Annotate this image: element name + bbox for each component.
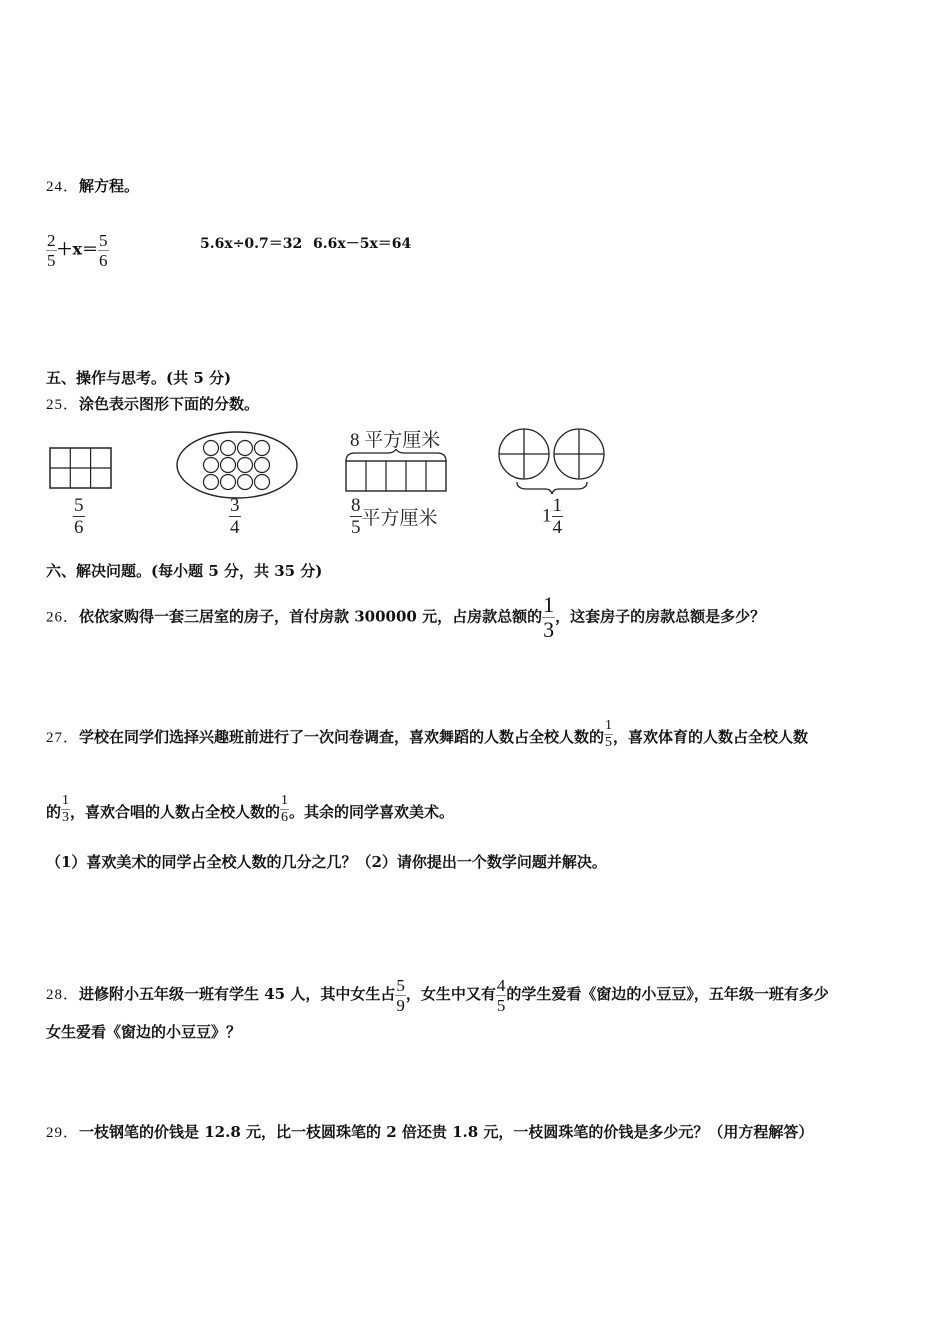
q25-title: 涂色表示图形下面的分数。	[79, 395, 260, 413]
q27-line-2	[46, 792, 454, 832]
q28-text-b: ，女生中又有	[405, 985, 496, 1003]
fig2-frac	[229, 496, 241, 537]
fraction-denominator: 3	[543, 617, 555, 642]
q27-text-a: 学校在同学们选择兴趣班前进行了一次问卷调查，喜欢舞蹈的人数占全校人数的	[79, 728, 605, 746]
fig3-fraction	[350, 496, 438, 537]
fraction-denominator: 6	[281, 810, 289, 825]
fraction-denominator: 5	[605, 735, 613, 750]
q26-text-a: 依依家购得一套三居室的房子，首付房款 300000 元，占房款总额的	[79, 607, 543, 626]
q24-eq1-fraction-right	[98, 232, 109, 269]
q24-eq1-middle: ＋x＝	[56, 239, 99, 259]
q29-text	[46, 1122, 813, 1143]
fig4-mixed-number	[542, 496, 563, 537]
fraction-denominator: 5	[47, 251, 56, 270]
fraction-denominator: 4	[552, 517, 562, 538]
fraction-denominator: 6	[74, 517, 84, 538]
q27-text-d: ，喜欢合唱的人数占全校人数的	[70, 803, 281, 821]
q24-heading	[46, 176, 139, 197]
q28-text-c: 的学生爱看《窗边的小豆豆》，五年级一班有多少	[506, 985, 829, 1003]
fraction-denominator: 5	[496, 995, 506, 1015]
q24-number: 24．	[46, 179, 80, 195]
q25-heading	[46, 394, 259, 415]
q24-equation-2: 5.6x÷0.7＝32	[200, 236, 303, 252]
q25-number: 25．	[46, 397, 80, 413]
fig3-frac	[350, 496, 362, 537]
q29-number: 29．	[46, 1125, 80, 1141]
q29-body: 一枝钢笔的价钱是 12.8 元，比一枝圆珠笔的 2 倍还贵 1.8 元，一枝圆珠笔的价钱是多少元？（用方程解答）	[79, 1123, 814, 1141]
ellipse-circles-figure	[174, 429, 300, 501]
q28-fraction-1	[395, 977, 406, 1014]
q28-line-2: 女生爱看《窗边的小豆豆》？	[46, 1023, 242, 1041]
q27-text-c: 的	[46, 803, 62, 821]
fraction-numerator: 1	[281, 793, 289, 808]
two-circles-figure	[497, 426, 607, 496]
brace-bar-figure	[343, 449, 449, 493]
q24-equation-3: 6.6x－5x＝64	[313, 236, 412, 252]
q24-equation-1	[46, 232, 109, 269]
fraction-numerator: 5	[99, 231, 108, 250]
q27-fraction-3	[280, 794, 289, 825]
fraction-numerator: 8	[351, 495, 361, 516]
q28-number: 28．	[46, 987, 80, 1003]
q26-text-b: ，这套房子的房款总额是多少？	[555, 607, 766, 626]
fraction-numerator: 3	[230, 495, 240, 516]
q27-text-b: ，喜欢体育的人数占全校人数	[613, 728, 809, 746]
fraction-denominator: 5	[351, 517, 361, 538]
q28-line-1	[46, 974, 829, 1015]
q24-title: 解方程。	[79, 177, 140, 195]
fraction-denominator: 6	[99, 251, 108, 270]
fraction-numerator: 4	[496, 975, 506, 995]
fraction-denominator: 3	[62, 810, 70, 825]
q28-fraction-2	[496, 977, 507, 1014]
fraction-denominator: 9	[396, 995, 405, 1015]
fig2-fraction	[229, 496, 241, 537]
fig3-unit: 平方厘米	[361, 508, 438, 529]
q28-text-a: 进修附小五年级一班有学生 45 人，其中女生占	[79, 985, 396, 1003]
fraction-denominator: 4	[230, 517, 240, 538]
q24-eq1-fraction-left	[46, 232, 57, 269]
q27-text-e: 。其余的同学喜欢美术。	[289, 803, 455, 821]
fraction-numerator: 1	[552, 495, 562, 516]
fraction-numerator: 2	[47, 231, 56, 250]
q26-number: 26．	[46, 609, 80, 626]
fig4-frac	[552, 496, 564, 537]
fig4-whole: 1	[542, 505, 552, 527]
fig1-frac	[73, 496, 85, 537]
fig3-top-label: 8 平方厘米	[350, 430, 441, 451]
q26-text	[46, 594, 765, 641]
fraction-numerator: 1	[543, 592, 555, 617]
section5-title: 五、操作与思考。(共 5 分)	[46, 369, 232, 387]
q27-fraction-1	[604, 719, 613, 750]
q27-fraction-2	[61, 794, 70, 825]
fraction-numerator: 5	[74, 495, 84, 516]
fraction-numerator: 1	[605, 718, 613, 733]
fraction-numerator: 1	[62, 793, 70, 808]
q26-fraction	[542, 594, 555, 641]
q27-number: 27．	[46, 730, 80, 746]
grid-rectangle-figure	[48, 446, 114, 490]
q27-line-1	[46, 717, 808, 758]
q27-subquestions: （1）喜欢美术的同学占全校人数的几分之几？（2）请你提出一个数学问题并解决。	[46, 853, 607, 871]
section6-title: 六、解决问题。(每小题 5 分，共 35 分)	[46, 562, 323, 580]
fig1-fraction	[73, 496, 85, 537]
fraction-numerator: 5	[396, 975, 405, 995]
